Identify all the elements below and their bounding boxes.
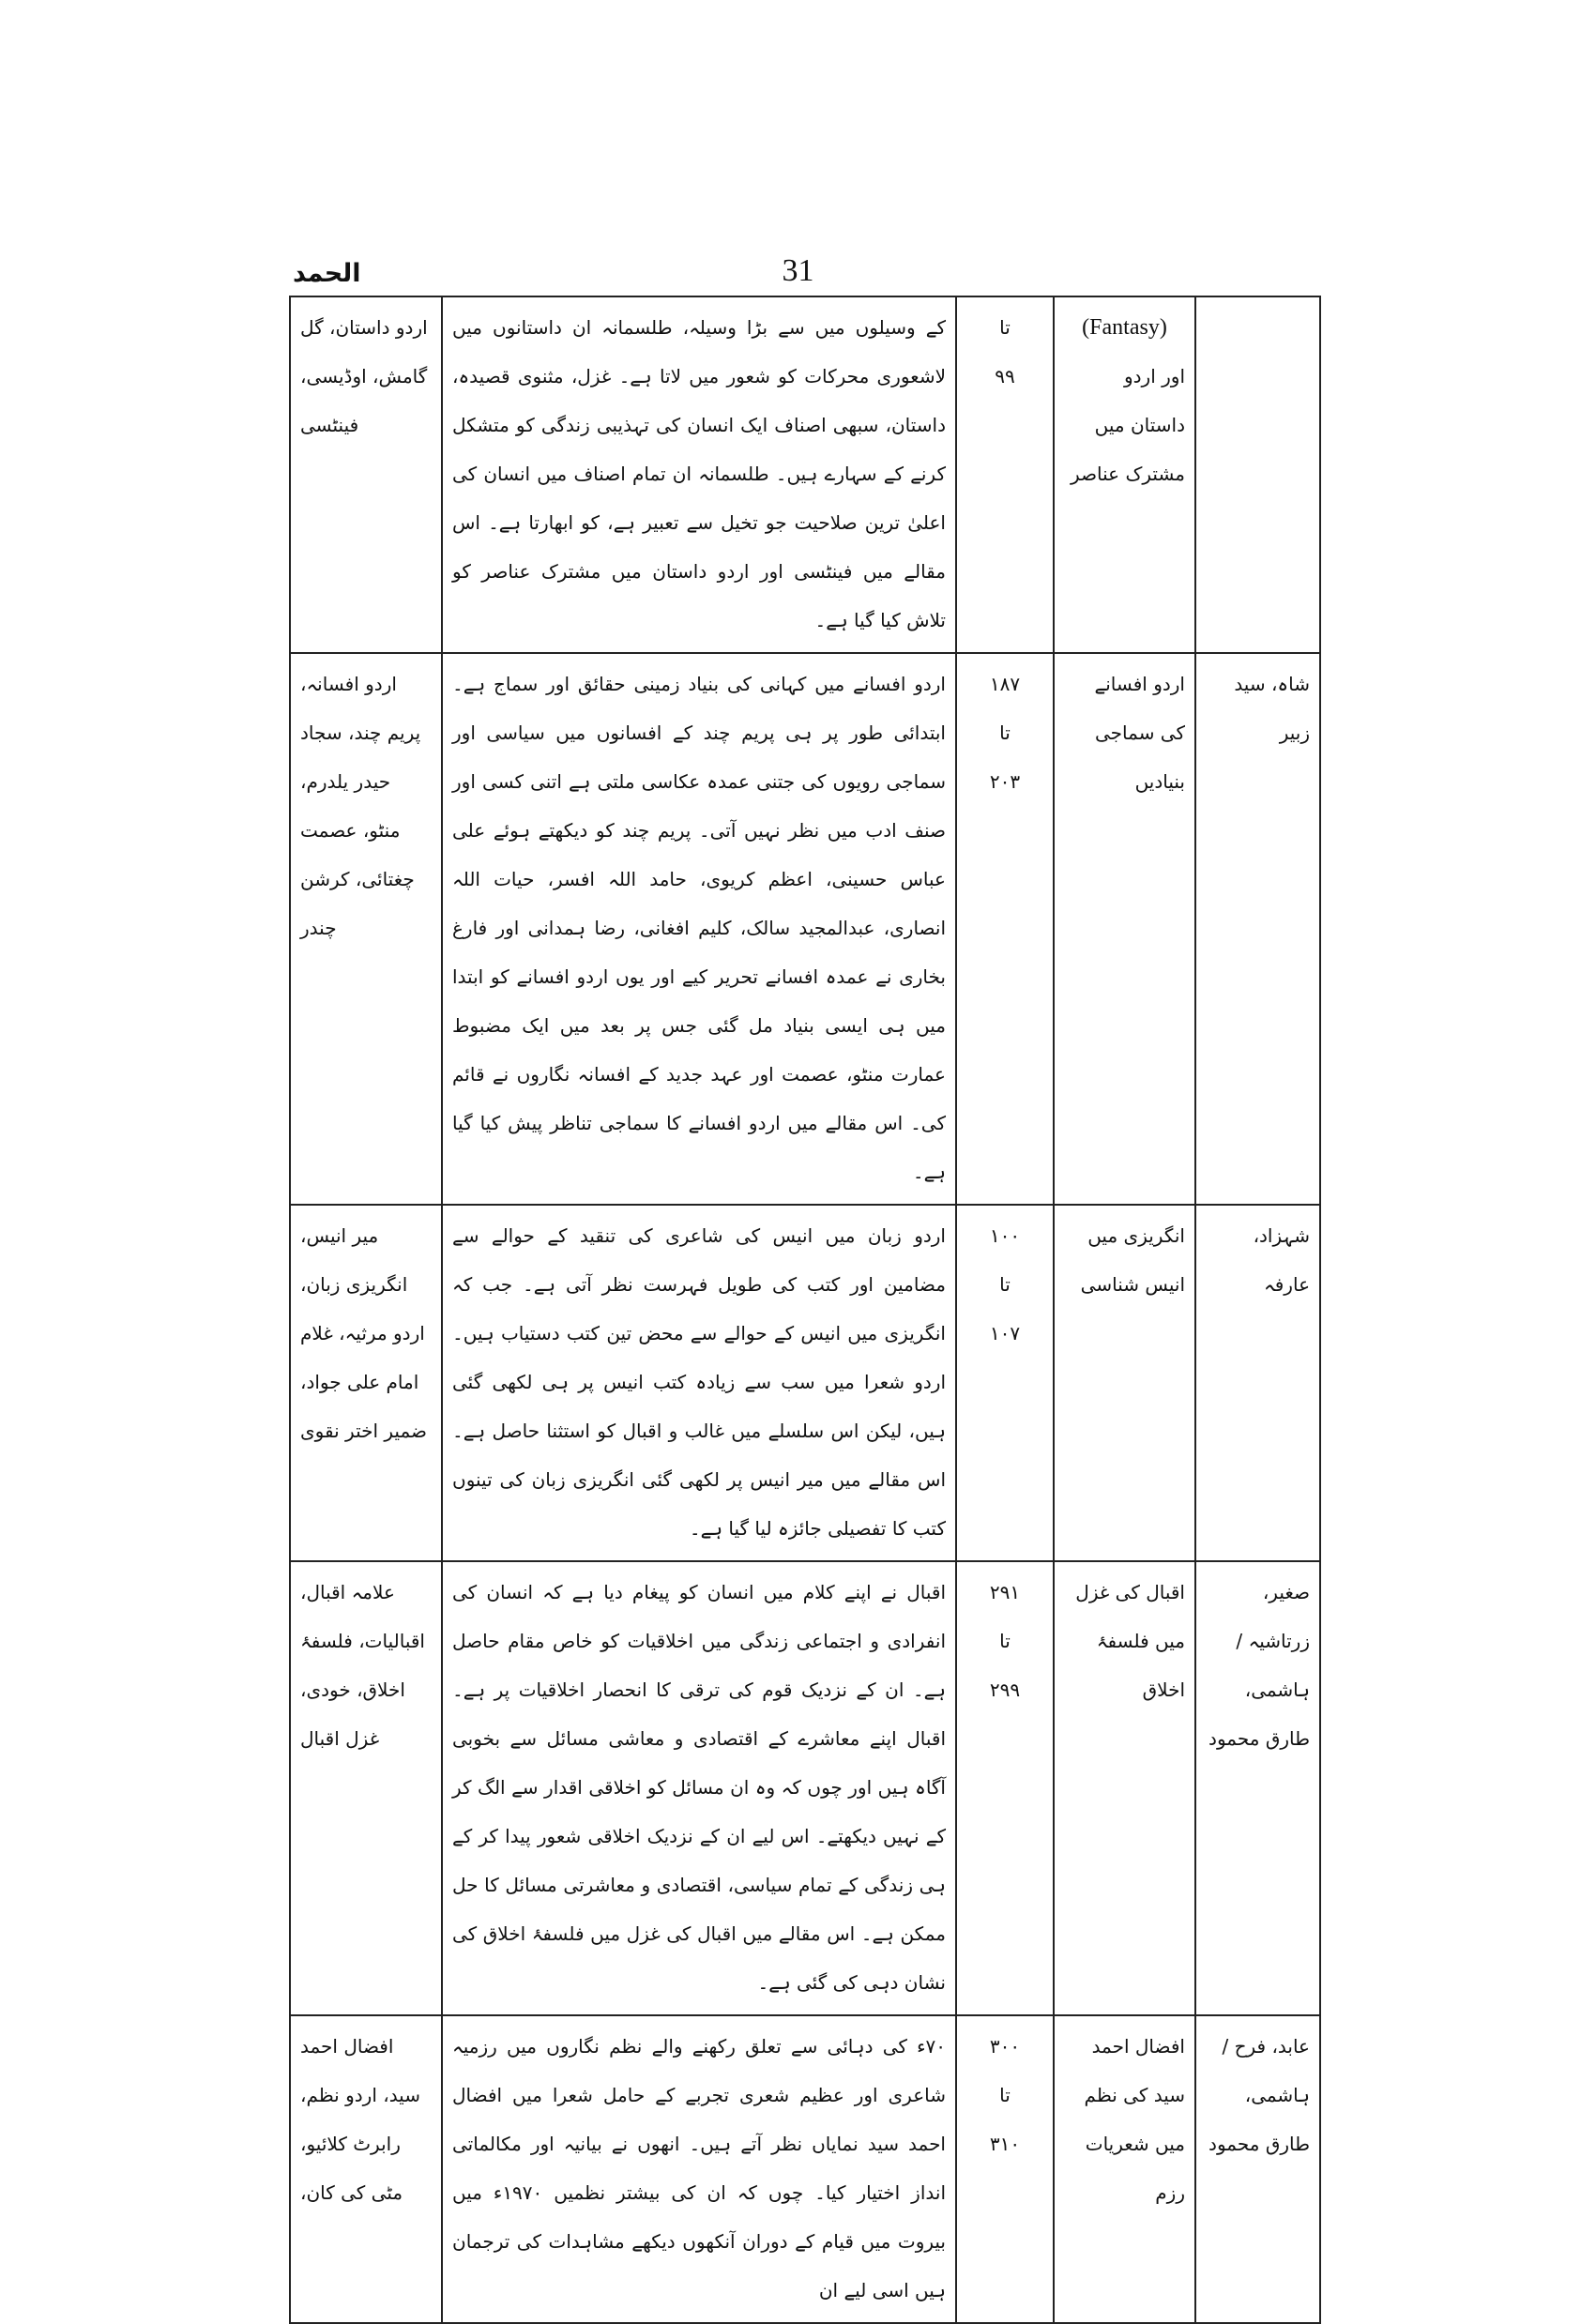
title-cell bbox=[1054, 296, 1195, 653]
title-cell bbox=[1054, 653, 1195, 1205]
pages-separator: تا bbox=[999, 1273, 1011, 1296]
keywords-cell: اردو داستان، گل گامش، اوڈیسی، فینٹسی bbox=[290, 296, 442, 653]
pages-cell bbox=[956, 1561, 1054, 2015]
pages-to: ۲۰۳ bbox=[989, 770, 1021, 793]
author-cell: شاہ، سید زبیر bbox=[1195, 653, 1320, 1205]
pages-to: ۲۹۹ bbox=[989, 1678, 1021, 1701]
pages-cell bbox=[956, 1205, 1054, 1561]
pages-separator: تا bbox=[999, 1630, 1011, 1652]
page-number: 31 bbox=[782, 253, 814, 288]
keywords-cell: افضال احمد سید، اردو نظم، رابرٹ کلائیو، مٹی کی کان، bbox=[290, 2015, 442, 2323]
abstract-cell: اردو افسانے میں کہانی کی بنیاد زمینی حقائق اور سماج ہے۔ ابتدائی طور پر ہی پریم چند کے افسانوں میں سیاسی اور سماجی رویوں کی جتنی عمدہ عکاسی ملتی ہے اتنی کسی اور صنف ادب میں نظر نہیں آتی۔ پریم چند کو دیکھتے ہوئے علی عباس حسینی، اعظم کریوی، حامد اللہ افسر، حیات اللہ انصاری، عبدالمجید سالک، کلیم افغانی، رضا ہمدانی اور فارغ بخاری نے عمدہ افسانے تحریر کیے اور یوں اردو افسانے کو ابتدا میں ہی ایسی بنیاد مل گئی جس پر بعد میں ایک مضبوط عمارت منٹو، عصمت اور عہد جدید کے افسانہ نگاروں نے قائم کی۔ اس مقالے میں اردو افسانے کا سماجی تناظر پیش کیا گیا ہے۔ bbox=[442, 653, 956, 1205]
table-row bbox=[290, 653, 1320, 1205]
keywords-cell: علامہ اقبال، اقبالیات، فلسفۂ اخلاق، خودی، غزل اقبال bbox=[290, 1561, 442, 2015]
author-cell: صغیر، زرتاشیہ / ہاشمی، طارق محمود bbox=[1195, 1561, 1320, 2015]
abstract-cell: اردو زبان میں انیس کی شاعری کی تنقید کے حوالے سے مضامین اور کتب کی طویل فہرست نظر آتی ہے۔ جب کہ انگریزی میں انیس کے حوالے سے محض تین کتب دستیاب ہیں۔ اردو شعرا میں سب سے زیادہ کتب انیس پر ہی لکھی گئی ہیں، لیکن اس سلسلے میں غالب و اقبال کو استثنا حاصل ہے۔ اس مقالے میں میر انیس پر لکھی گئی انگریزی زبان کی تینوں کتب کا تفصیلی جائزہ لیا گیا ہے۔ bbox=[442, 1205, 956, 1561]
author-cell bbox=[1195, 296, 1320, 653]
pages-to: ۹۹ bbox=[995, 365, 1015, 387]
pages-from: ۱۸۷ bbox=[989, 673, 1021, 695]
title-cell bbox=[1054, 1205, 1195, 1561]
author-cell: شہزاد، عارفہ bbox=[1195, 1205, 1320, 1561]
pages-cell bbox=[956, 2015, 1054, 2323]
article-index-table bbox=[289, 296, 1321, 2324]
pages-separator: تا bbox=[999, 316, 1011, 339]
abstract-cell: ۷۰ء کی دہائی سے تعلق رکھنے والے نظم نگاروں میں رزمیہ شاعری اور عظیم شعری تجربے کے حامل شعرا میں افضال احمد سید نمایاں نظر آتے ہیں۔ انھوں نے بیانیہ اور مکالماتی انداز اختیار کیا۔ چوں کہ ان کی بیشتر نظمیں ۱۹۷۰ء میں بیروت میں قیام کے دوران آنکھوں دیکھے مشاہدات کی ترجمان ہیں اسی لیے ان bbox=[442, 2015, 956, 2323]
pages-from: ۲۹۱ bbox=[989, 1581, 1021, 1603]
pages-to: ۱۰۷ bbox=[989, 1322, 1021, 1344]
title-text: اردو افسانے کی سماجی بنیادیں bbox=[1094, 673, 1185, 793]
author-cell: عابد، فرح / ہاشمی، طارق محمود bbox=[1195, 2015, 1320, 2323]
title-text: انگریزی میں انیس شناسی bbox=[1080, 1224, 1185, 1296]
pages-separator: تا bbox=[999, 2084, 1011, 2106]
title-text: اقبال کی غزل میں فلسفۂ اخلاق bbox=[1075, 1581, 1185, 1701]
keywords-cell: میر انیس، انگریزی زبان، اردو مرثیہ، غلام امام علی جواد، ضمیر اختر نقوی bbox=[290, 1205, 442, 1561]
title-text: افضال احمد سید کی نظم میں شعریات رزم bbox=[1084, 2035, 1185, 2204]
table-row bbox=[290, 1561, 1320, 2015]
pages-cell bbox=[956, 296, 1054, 653]
title-cell bbox=[1054, 2015, 1195, 2323]
journal-name: الحمد bbox=[293, 259, 361, 288]
abstract-cell: کے وسیلوں میں سے بڑا وسیلہ، طلسمانہ ان داستانوں میں لاشعوری محرکات کو شعور میں لاتا ہے۔ غزل، مثنوی قصیدہ، داستان، سبھی اصناف ایک انسان کی تہذیبی زندگی کو متشکل کرنے کے سہارے ہیں۔ طلسمانہ ان تمام اصناف میں انسان کی اعلیٰ ترین صلاحیت جو تخیل سے تعبیر ہے، کو ابھارتا ہے۔ اس مقالے میں فینٹسی اور اردو داستان میں مشترک عناصر کو تلاش کیا گیا ہے۔ bbox=[442, 296, 956, 653]
pages-from: ۳۰۰ bbox=[989, 2035, 1021, 2058]
table-row bbox=[290, 296, 1320, 653]
title-cell bbox=[1054, 1561, 1195, 2015]
table-row bbox=[290, 1205, 1320, 1561]
pages-cell bbox=[956, 653, 1054, 1205]
pages-from: ۱۰۰ bbox=[989, 1224, 1021, 1247]
title-english: (Fantasy) bbox=[1082, 315, 1167, 340]
table-row bbox=[290, 2015, 1320, 2323]
abstract-cell: اقبال نے اپنے کلام میں انسان کو پیغام دیا ہے کہ انسان کی انفرادی و اجتماعی زندگی میں اخلاقیات کو خاص مقام حاصل ہے۔ ان کے نزدیک قوم کی ترقی کا انحصار اخلاقیات پر ہے۔ اقبال اپنے معاشرے کے اقتصادی و معاشی مسائل سے بخوبی آگاہ ہیں اور چوں کہ وہ ان مسائل کو اخلاقی اقدار سے الگ کر کے نہیں دیکھتے۔ اس لیے ان کے نزدیک اخلاقی شعور پیدا کر کے ہی زندگی کے تمام سیاسی، اقتصادی و معاشرتی مسائل کا حل ممکن ہے۔ اس مقالے میں اقبال کی غزل میں فلسفۂ اخلاق کی نشان دہی کی گئی ہے۔ bbox=[442, 1561, 956, 2015]
title-text: اور اردو داستان میں مشترک عناصر bbox=[1071, 365, 1185, 485]
pages-separator: تا bbox=[999, 722, 1011, 744]
pages-to: ۳۱۰ bbox=[989, 2133, 1021, 2155]
keywords-cell: اردو افسانہ، پریم چند، سجاد حیدر یلدرم، منٹو، عصمت چغتائی، کرشن چندر bbox=[290, 653, 442, 1205]
